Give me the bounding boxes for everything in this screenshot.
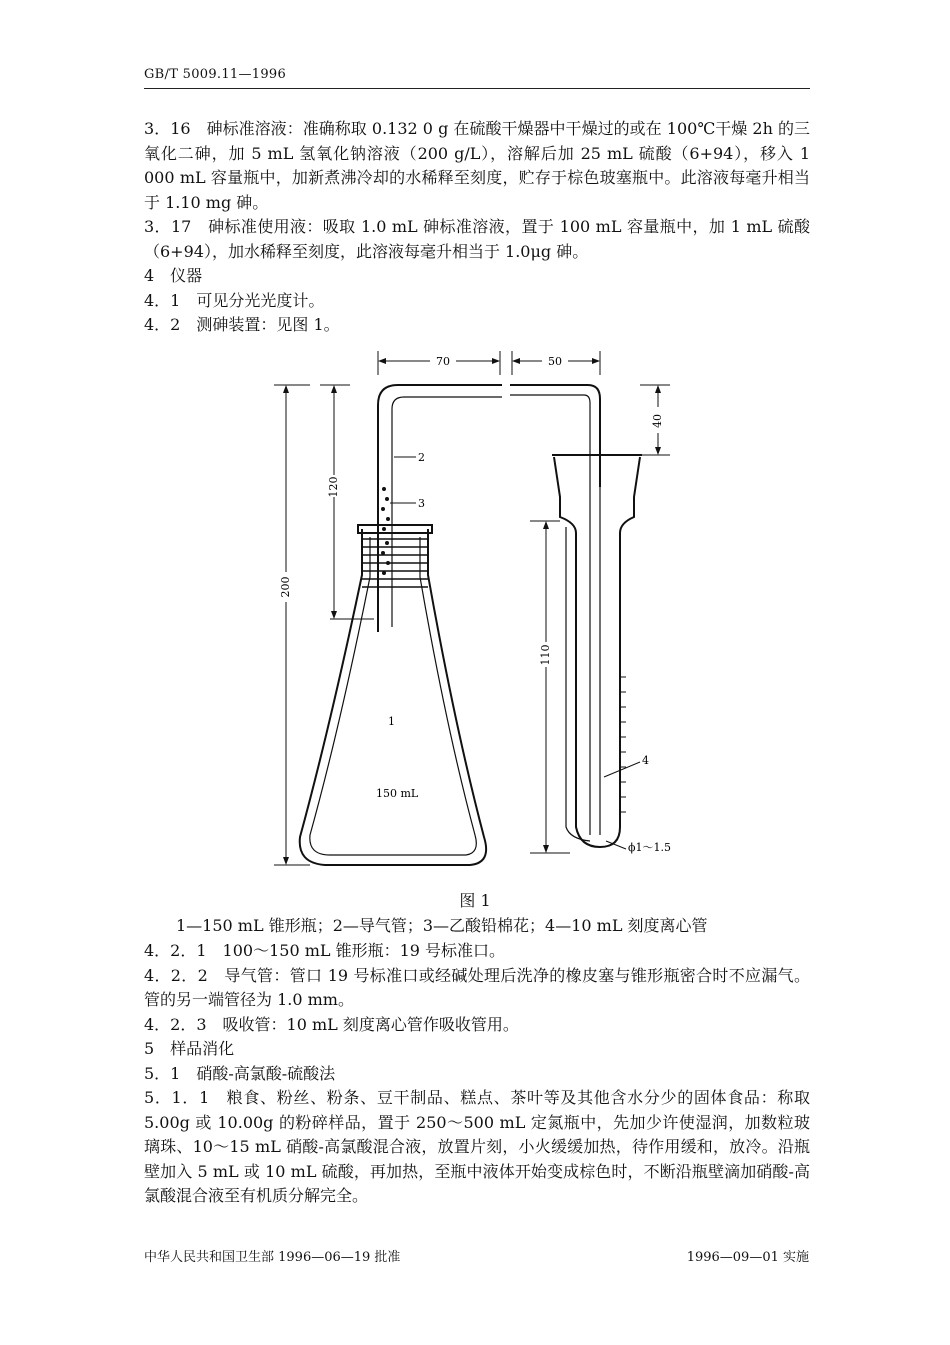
para-4-2-3: 4．2．3 吸收管：10 mL 刻度离心管作吸收管用。: [144, 1014, 519, 1034]
para-3-16: 3．16 砷标准溶液：准确称取 0.132 0 g 在硫酸干燥器中干燥过的或在 100℃干燥 2h 的三氧化二砷，加 5 mL 氢氧化钠溶液（200 g/L），溶解后加 25 mL 硫酸（6+94），移入 1 000 mL 容量瓶中，加新煮沸冷却的水稀释至刻度，贮存于棕色玻塞瓶中。此溶液每毫升相当于 1.10 mg 砷。: [144, 119, 810, 212]
flask-volume-label: 150 mL: [376, 787, 419, 800]
para-4-2-2: 4．2．2 导气管：管口 19 号标准口或经碱处理后洗净的橡皮塞与锥形瓶密合时不应漏气。管的另一端管径为 1.0 mm。: [144, 965, 810, 1009]
heading-5-1: 5．1 硝酸-高氯酸-硫酸法: [144, 1063, 336, 1083]
top-section: [144, 117, 810, 338]
para-5-1-1: 5．1．1 粮食、粉丝、粉条、豆干制品、糕点、茶叶等及其他含水分少的固体食品：称取 5.00g 或 10.00g 的粉碎样品，置于 250～500 mL 定氮瓶中，先加少许使湿润，加数粒玻璃珠、10～15 mL 硝酸-高氯酸混合液，放置片刻，小火缓缓加热，待作用缓和，放冷。沿瓶壁加入 5 mL 或 10 mL 硫酸，再加热，至瓶中液体开始变成棕色时，不断沿瓶壁滴加硝酸-高氯酸混合液至有机质分解完全。: [144, 1088, 810, 1205]
para-4-1: 4．1 可见分光光度计。: [144, 290, 325, 310]
label-1: 1: [388, 715, 395, 728]
dim-70: 70: [436, 355, 450, 368]
label-3: 3: [418, 497, 425, 510]
dim-120: 120: [327, 476, 340, 498]
para-4-2-1: 4．2．1 100～150 mL 锥形瓶：19 号标准口。: [144, 941, 506, 960]
para-4-2: 4．2 测砷装置：见图 1。: [144, 315, 340, 334]
lead-acetate-cotton: [381, 487, 390, 575]
label-4: 4: [642, 754, 649, 767]
header-rule: [144, 88, 810, 89]
gas-tube: [378, 385, 502, 632]
para-3-17: 3．17 砷标准使用液：吸取 1.0 mL 砷标准溶液，置于 100 mL 容量瓶中，加 1 mL 硫酸（6+94），加水稀释至刻度，此溶液每毫升相当于 1.0μg 砷。: [144, 217, 810, 261]
heading-5: 5 样品消化: [144, 1039, 235, 1058]
dim-200: 200: [279, 576, 292, 598]
flask-rim: [358, 525, 432, 533]
bottom-section: [144, 939, 810, 1209]
heading-4: 4 仪器: [144, 266, 203, 285]
centrifuge-tube: [554, 457, 640, 847]
dim-50: 50: [548, 355, 562, 368]
label-2: 2: [418, 451, 425, 464]
dim-40: 40: [651, 414, 664, 428]
figure-title: 图 1: [459, 891, 491, 910]
footer-effective-date: 1996—09—01 实施: [686, 1250, 809, 1265]
standard-code: GB/T 5009.11—1996: [144, 67, 287, 82]
dim-110: 110: [539, 644, 552, 666]
arsenic-apparatus-diagram: [270, 347, 700, 867]
figure-legend: 1—150 mL 锥形瓶；2—导气管；3—乙酸铅棉花；4—10 mL 刻度离心管: [176, 916, 708, 935]
footer-issuer: 中华人民共和国卫生部 1996—06—19 批准: [144, 1250, 401, 1265]
dim-diameter: ϕ1～1.5: [628, 841, 671, 854]
